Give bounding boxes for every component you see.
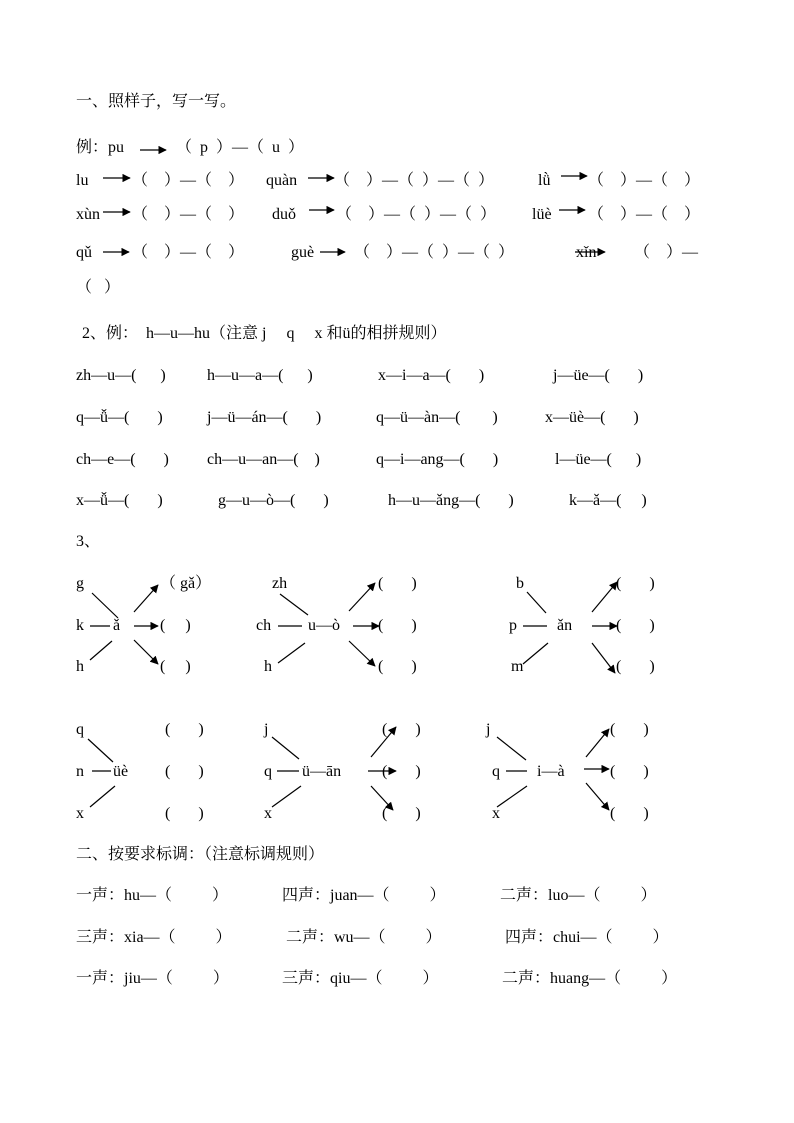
syllable-xin: xǐn	[576, 244, 597, 261]
initial: q	[492, 763, 500, 780]
section3-title: 3、	[76, 533, 101, 550]
tone-item: 三声：qiu—（ ）	[282, 970, 439, 987]
initial: n	[76, 763, 84, 780]
section1-title: 一、照样子，写一写。	[76, 93, 237, 110]
initial: q	[264, 763, 272, 780]
initial: j	[264, 721, 269, 738]
final-center: ü—ān	[302, 763, 342, 780]
initial: x	[492, 805, 500, 822]
initial: m	[511, 658, 524, 675]
tone-item: 二声：huang—（ ）	[502, 970, 678, 987]
answer-blanks: （ ）—	[634, 244, 699, 261]
answer-blanks: （ ）—（ ）	[132, 206, 245, 223]
initial: h	[264, 658, 272, 675]
tone-item: 一声：hu—（ ）	[76, 887, 229, 904]
example-syllable: 例：pu	[76, 139, 125, 156]
answer-blank: ( )	[382, 721, 421, 738]
initial: x	[76, 805, 84, 822]
spell-item: j—üe—( )	[553, 367, 644, 384]
section2-title: 2、例： h—u—hu（注意 j q x 和ü的相拼规则）	[82, 325, 447, 342]
syllable-qu: qǔ	[76, 244, 92, 261]
answer-blank: ( )	[610, 763, 649, 780]
spell-item: x—üè—( )	[545, 409, 639, 426]
syllable-xun: xùn	[76, 206, 100, 223]
final-center: üè	[113, 763, 129, 780]
spell-item: ch—u—an—( )	[207, 451, 320, 468]
answer-blanks: （ ）—（ ）	[588, 172, 701, 189]
spell-item: h—u—ǎng—( )	[388, 492, 514, 509]
answer-blanks: （ ）—（ ）—（ ）	[334, 172, 495, 189]
initial: g	[76, 575, 84, 592]
answer-blank: ( )	[165, 763, 204, 780]
syllable-lue: lüè	[532, 206, 552, 223]
answer-blank: ( )	[616, 617, 655, 634]
initial: ch	[256, 617, 272, 634]
initial: x	[264, 805, 272, 822]
syllable-lv: lǜ	[538, 172, 551, 189]
spell-item: h—u—a—( )	[207, 367, 313, 384]
spell-item: j—ü—án—( )	[207, 409, 322, 426]
spell-item: q—i—ang—( )	[376, 451, 499, 468]
spell-item: x—ǚ—( )	[76, 492, 163, 509]
answer-blanks-wrap: （ ）	[76, 279, 121, 296]
initial: h	[76, 658, 84, 675]
syllable-gue: guè	[291, 244, 315, 261]
final-center: ǎn	[557, 617, 573, 634]
spell-item: k—ǎ—( )	[569, 492, 647, 509]
answer-blank: ( )	[616, 658, 655, 675]
syllable-quan: quàn	[266, 172, 298, 189]
answer-blanks: （ ）—（ ）	[132, 244, 245, 261]
answer-blank: ( )	[160, 658, 191, 675]
answer-blank: ( )	[165, 805, 204, 822]
spell-item: x—i—a—( )	[378, 367, 485, 384]
initial: p	[509, 617, 517, 634]
spell-item: ch—e—( )	[76, 451, 169, 468]
final-center: ǎ	[113, 617, 121, 634]
tone-item: 四声：juan—（ ）	[282, 887, 446, 904]
answer-blank: ( )	[378, 575, 417, 592]
answer-blank: ( )	[610, 721, 649, 738]
tone-item: 二声：luo—（ ）	[500, 887, 657, 904]
answer-filled: （ gǎ）	[160, 575, 212, 592]
spell-item: q—ü—àn—( )	[376, 409, 498, 426]
initial: j	[486, 721, 491, 738]
answer-blank: ( )	[378, 658, 417, 675]
answer-blank: ( )	[610, 805, 649, 822]
answer-blank: ( )	[160, 617, 191, 634]
initial: k	[76, 617, 84, 634]
spell-item: g—u—ò—( )	[218, 492, 329, 509]
initial: zh	[272, 575, 288, 592]
syllable-lu: lu	[76, 172, 89, 189]
tone-item: 二声：wu—（ ）	[286, 929, 442, 946]
section4-title: 二、按要求标调：（注意标调规则）	[76, 846, 325, 863]
final-center: u—ò	[308, 617, 340, 634]
syllable-duo: duǒ	[272, 206, 296, 223]
tone-item: 四声：chui—（ ）	[505, 929, 669, 946]
initial: q	[76, 721, 84, 738]
spell-item: q—ǚ—( )	[76, 409, 163, 426]
answer-blanks: （ ）—（ ）—（ ）	[354, 244, 515, 261]
answer-blank: ( )	[616, 575, 655, 592]
answer-blank: ( )	[382, 763, 421, 780]
initial: b	[516, 575, 524, 592]
answer-blanks: （ ）—（ ）—（ ）	[336, 206, 497, 223]
tone-item: 一声：jiu—（ ）	[76, 970, 229, 987]
spell-item: zh—u—( )	[76, 367, 166, 384]
spell-item: l—üe—( )	[555, 451, 642, 468]
answer-blanks: （ ）—（ ）	[588, 206, 701, 223]
tone-item: 三声：xia—（ ）	[76, 929, 232, 946]
answer-blank: ( )	[165, 721, 204, 738]
answer-blank: ( )	[378, 617, 417, 634]
answer-blanks: （ ）—（ ）	[132, 172, 245, 189]
final-center: i—à	[537, 763, 565, 780]
answer-blank: ( )	[382, 805, 421, 822]
example-parts: （ p ）—（ u ）	[176, 139, 305, 156]
